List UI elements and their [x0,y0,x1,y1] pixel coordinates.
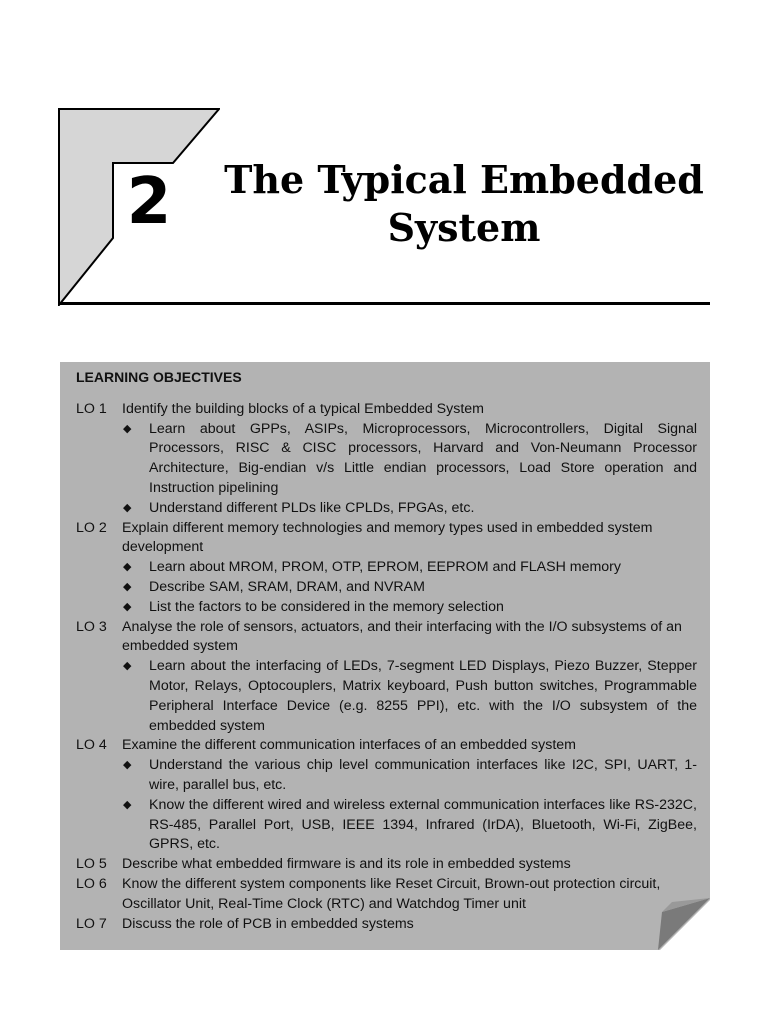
subpoint-text: List the factors to be considered in the memory selection [149,598,504,615]
diamond-bullet-icon: ◆ [123,798,132,811]
objective-subpoint [122,420,697,499]
objective-code: LO 6 [76,875,107,892]
learning-objective-6 [76,875,697,915]
objective-text: Discuss the role of PCB in embedded systems [122,915,414,932]
diamond-bullet-icon: ◆ [123,561,132,574]
learning-objective-3 [76,618,697,737]
objective-subpoint [122,558,697,578]
objective-body [122,855,697,875]
objective-subpoints [122,657,697,736]
diamond-bullet-icon: ◆ [123,422,132,435]
subpoint-text: Describe SAM, SRAM, DRAM, and NVRAM [149,578,425,595]
learning-objective-4 [76,736,697,855]
objective-code: LO 2 [76,519,107,536]
objective-subpoint [122,598,697,618]
subpoint-text: Understand the various chip level communication interfaces like I2C, SPI, UART, 1-wire, parallel bus, etc. [149,757,697,793]
objective-subpoints [122,558,697,617]
objective-code: LO 7 [76,915,107,932]
chapter-title: The Typical Embedded System [224,157,704,250]
subpoint-text: Learn about the interfacing of LEDs, 7-segment LED Displays, Piezo Buzzer, Stepper Motor, Relays, Optocouplers, Matrix keyboard, Push button switches, Programmable Peripheral Interface Device (e.g. 8255 PPI), etc. with the I/O subsystem of the embedded system [149,658,697,734]
learning-objective-1 [76,400,697,519]
subpoint-text: Know the different wired and wireless external communication interfaces like RS-232C, RS-485, Parallel Port, USB, IEEE 1394, Infrared (IrDA), Bluetooth, Wi-Fi, ZigBee, GPRS, etc. [149,796,697,853]
objective-text: Examine the different communication interfaces of an embedded system [122,737,576,754]
learning-objectives-heading: LEARNING OBJECTIVES [76,369,242,385]
title-divider [58,302,710,305]
diamond-bullet-icon: ◆ [123,501,132,514]
objective-subpoint [122,657,697,736]
objective-body [122,400,697,519]
objective-subpoint [122,756,697,796]
learning-objectives-list [76,400,697,935]
objective-code: LO 5 [76,856,107,873]
objective-text: Explain different memory technologies and memory types used in embedded system development [122,519,653,556]
learning-objective-2 [76,519,697,618]
learning-objective-5 [76,855,697,875]
subpoint-text: Learn about GPPs, ASIPs, Microprocessors, Microcontrollers, Digital Signal Processors, RISC & CISC processors, Harvard and Von-Neumann Processor Architecture, Big-endian v/s Little endian processors, Load Store operation and Instruction pipelining [149,420,697,496]
objective-subpoint [122,796,697,855]
learning-objectives-content [76,368,697,934]
objective-subpoint [122,499,697,519]
diamond-bullet-icon: ◆ [123,600,132,613]
subpoint-text: Understand different PLDs like CPLDs, FPGAs, etc. [149,499,475,516]
objective-code: LO 4 [76,737,107,754]
diamond-bullet-icon: ◆ [123,759,132,772]
objective-text: Describe what embedded firmware is and its role in embedded systems [122,856,571,873]
diamond-bullet-icon: ◆ [123,580,132,593]
objective-text: Analyse the role of sensors, actuators, and their interfacing with the I/O subsystems of an embedded system [122,618,682,655]
objective-body [122,875,697,915]
objective-body [122,736,697,855]
objective-text: Identify the building blocks of a typical Embedded System [122,400,484,417]
objective-code: LO 1 [76,400,107,417]
learning-objective-7 [76,915,697,935]
objective-body [122,915,697,935]
objective-subpoint [122,578,697,598]
objective-code: LO 3 [76,618,107,635]
objective-body [122,618,697,737]
diamond-bullet-icon: ◆ [123,660,132,673]
objective-text: Know the different system components like Reset Circuit, Brown-out protection circuit, Oscillator Unit, Real-Time Clock (RTC) and Watchdog Timer unit [122,875,661,912]
objective-body [122,519,697,618]
objective-subpoints [122,420,697,519]
objective-subpoints [122,756,697,855]
chapter-number: 2 [126,165,172,239]
subpoint-text: Learn about MROM, PROM, OTP, EPROM, EEPROM and FLASH memory [149,559,621,576]
